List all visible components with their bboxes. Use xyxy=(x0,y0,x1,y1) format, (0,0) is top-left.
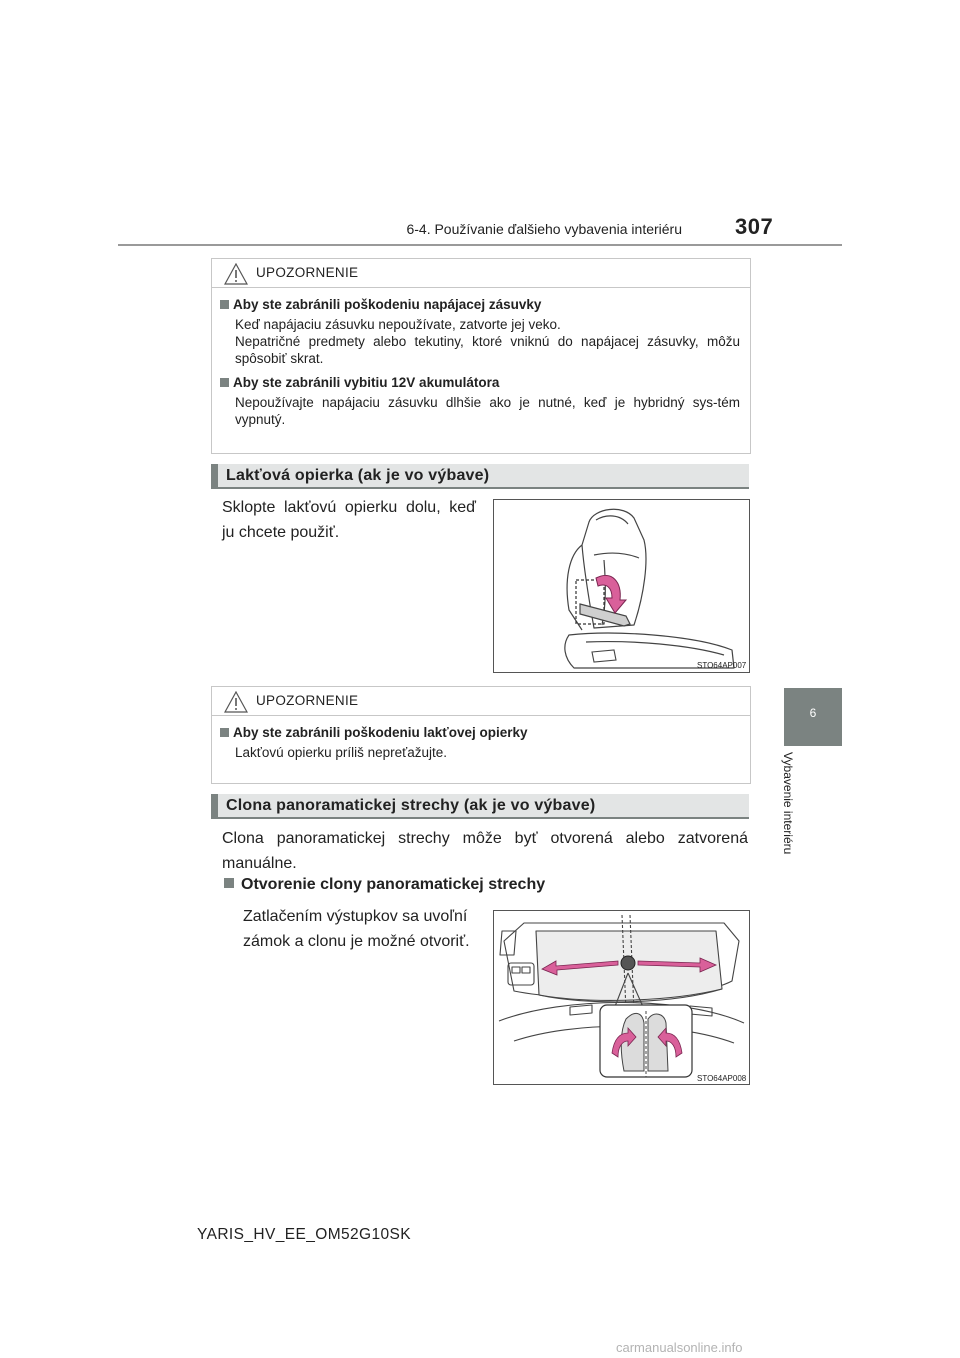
figure-id: STO64AP007 xyxy=(697,661,747,670)
warning-item-heading-text: Aby ste zabránili poškodeniu lakťovej opierky xyxy=(233,725,528,740)
chapter-label-wrap xyxy=(781,752,805,892)
header-section-title: 6-4. Používanie ďalšieho vybavenia interiéru xyxy=(406,221,682,237)
warning-title: UPOZORNENIE xyxy=(256,265,359,280)
sunshade-sub-heading-text: Otvorenie clony panoramatickej strechy xyxy=(241,876,546,893)
warning-triangle-icon xyxy=(224,263,248,285)
figure-armrest xyxy=(493,499,750,673)
document-code: YARIS_HV_EE_OM52G10SK xyxy=(197,1226,412,1243)
warning-body xyxy=(212,288,750,448)
section-header-armrest xyxy=(211,464,749,489)
warning-triangle-icon xyxy=(224,691,248,713)
square-bullet-icon xyxy=(220,300,229,309)
section-header-sunshade xyxy=(211,794,749,819)
watermark: carmanualsonline.info xyxy=(616,1340,743,1355)
sunshade-roof-illustration xyxy=(494,911,749,1084)
warning-title: UPOZORNENIE xyxy=(256,693,359,708)
warning-item-heading xyxy=(220,297,740,312)
armrest-seat-illustration xyxy=(494,500,749,672)
sunshade-intro: Clona panoramatickej strechy môže byť otvorená alebo zatvorená manuálne. xyxy=(222,830,748,872)
section-title: Clona panoramatickej strechy (ak je vo výbave) xyxy=(226,797,596,814)
chapter-number: 6 xyxy=(809,706,817,720)
warning-item-heading-text: Aby ste zabránili poškodeniu napájacej zásuvky xyxy=(233,297,542,312)
warning-header xyxy=(212,259,750,288)
warning-item-text: Nepatričné predmety alebo tekutiny, ktoré vniknú do napájacej zásuvky, môžu spôsobiť skrat. xyxy=(235,334,740,366)
warning-item-text: Nepoužívajte napájaciu zásuvku dlhšie ako je nutné, keď je hybridný sys-tém vypnutý. xyxy=(235,395,740,427)
warning-body xyxy=(212,716,750,781)
sunshade-sub-heading xyxy=(224,876,545,894)
figure-sunshade xyxy=(493,910,750,1085)
square-bullet-icon xyxy=(220,728,229,737)
header-rule xyxy=(118,244,842,246)
warning-item-text: Keď napájaciu zásuvku nepoužívate, zatvorte jej veko. xyxy=(235,317,561,332)
warning-box-armrest xyxy=(211,686,751,784)
square-bullet-icon xyxy=(220,378,229,387)
page-number: 307 xyxy=(735,214,774,239)
warning-item-heading-text: Aby ste zabránili vybitiu 12V akumulátora xyxy=(233,375,500,390)
sunshade-instruction: Zatlačením výstupkov sa uvoľní zámok a clonu je možné otvoriť. xyxy=(243,908,470,950)
section-title: Lakťová opierka (ak je vo výbave) xyxy=(226,467,490,484)
chapter-label: Vybavenie interiéru xyxy=(781,752,795,855)
square-bullet-icon xyxy=(224,878,234,888)
figure-id: STO64AP008 xyxy=(697,1074,747,1083)
warning-item-heading xyxy=(220,375,740,390)
armrest-instruction: Sklopte lakťovú opierku dolu, keď ju chcete použiť. xyxy=(222,499,476,541)
warning-item-heading xyxy=(220,725,740,740)
warning-header xyxy=(212,687,750,716)
warning-item-text: Lakťovú opierku príliš nepreťažujte. xyxy=(235,745,447,760)
warning-box-power-outlet xyxy=(211,258,751,454)
